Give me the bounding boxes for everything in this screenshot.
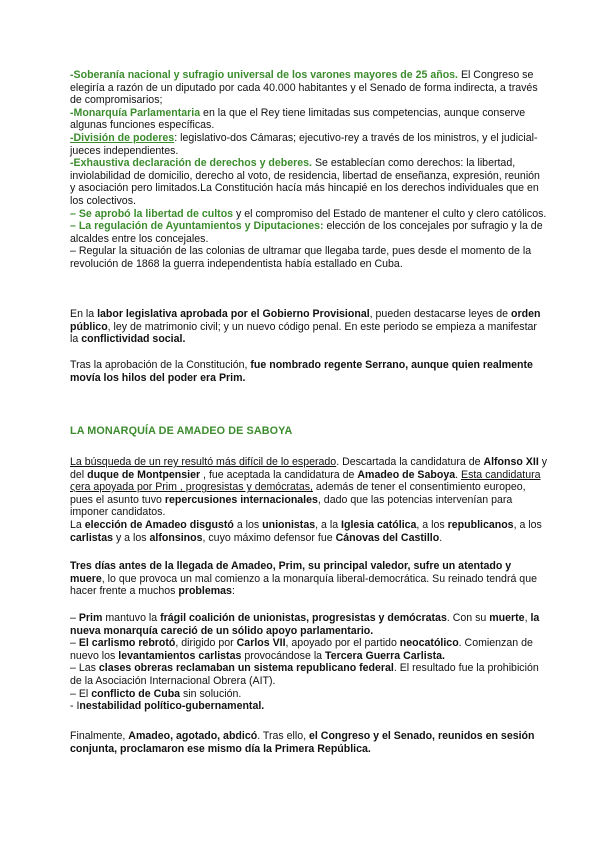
text-run: Tras la aprobación de la Constitución, <box>70 359 251 371</box>
text-run: , pueden destacarse leyes de <box>369 308 512 320</box>
paragraph-tres-dias <box>70 560 548 598</box>
bold-run: Cánovas del Castillo <box>335 531 440 544</box>
bold-run: carlistas <box>70 531 113 544</box>
bold-run: Tercera Guerra Carlista. <box>325 649 445 662</box>
list-item-text: : legislativo-dos Cámaras; ejecutivo-rey a través de los ministros, y el judicial-jueces independientes. <box>70 131 538 157</box>
paragraph-busqueda <box>70 456 548 544</box>
bold-run: Amadeo, agotado, abdicó <box>128 730 258 742</box>
bold-run: frágil coalición de unionistas, progresistas y demócratas <box>160 612 447 624</box>
text-run: , ley de matrimonio civil; y un nuevo código penal. En este periodo se empieza a manifestar la <box>70 320 537 346</box>
bold-run: Alfonso XII <box>483 456 539 468</box>
text-run: . <box>455 468 461 481</box>
list-item <box>70 220 548 245</box>
bold-run: Prim <box>78 612 103 624</box>
list-item-highlight: – La regulación de Ayuntamientos y Diputaciones: <box>70 220 324 233</box>
text-run: : <box>231 585 235 598</box>
list-item <box>70 107 548 132</box>
list-item-highlight: -Monarquía Parlamentaria <box>70 106 201 119</box>
list-item <box>70 132 548 157</box>
text-run: – <box>70 637 79 650</box>
text-run: – <box>70 612 79 624</box>
underlined-run: La búsqueda de un rey resultó más difícil de lo esperado <box>70 456 337 468</box>
text-run: . Con su <box>446 612 490 624</box>
list-item-highlight: -Exhaustiva declaración de derechos y deberes. <box>70 157 312 170</box>
bold-run: repercusiones internacionales <box>164 493 318 506</box>
list-item <box>70 208 548 221</box>
list-item <box>70 688 548 701</box>
bold-run: republicanos <box>447 518 514 531</box>
bold-run: labor legislativa aprobada por el Gobierno Provisional <box>97 308 370 320</box>
list-item <box>70 245 548 270</box>
list-item <box>70 637 548 662</box>
underlined-run: Esta candidatura ςera apoyada por Prim , progresistas y demócratas, <box>70 468 541 494</box>
list-item <box>70 700 548 713</box>
bold-run: El carlismo rebrotó <box>78 637 176 650</box>
text-run: . Comienzan de nuevo los <box>70 637 533 662</box>
text-run: – El <box>70 687 92 700</box>
bold-run: duque de Montpensier <box>87 468 201 481</box>
list-item-text: – Regular la situación de las colonias de ultramar que llegaba tarde, pues desde el momento de la revolución de 1868 la guerra independentista había estallado en Cuba. <box>70 245 532 270</box>
text-run: , a los <box>513 518 542 531</box>
bold-run: unionistas <box>262 518 316 531</box>
section-heading: LA MONARQUÍA DE AMADEO DE SABOYA <box>70 425 293 437</box>
problems-list <box>70 612 548 713</box>
bold-run: conflictividad social. <box>81 333 186 346</box>
list-item-text: elección de los concejales por sufragio y la de alcaldes entre los concejales. <box>70 220 543 245</box>
bold-run: clases obreras reclamaban un sistema republicano federal <box>98 662 394 675</box>
bold-run: Carlos VII <box>236 637 286 650</box>
list-item <box>70 662 548 687</box>
text-run: , dado que las potencias intervenían para imponer candidatos. <box>70 493 513 519</box>
list-item-text: en la que el Rey tiene limitadas sus competencias, aunque conserve algunas funciones específicas. <box>70 106 526 132</box>
text-run: - I <box>70 700 80 713</box>
list-item-highlight: – Se aprobó la libertad de cultos <box>70 207 234 220</box>
text-run: . <box>439 531 443 544</box>
bold-run: elección de Amadeo disgustó <box>84 518 234 531</box>
bold-run: levantamientos carlistas <box>118 649 242 662</box>
text-run: y del <box>70 456 548 481</box>
bold-run: alfonsinos <box>149 531 203 544</box>
text-run: La <box>70 518 85 531</box>
bold-run: orden público <box>70 308 541 333</box>
bold-run: conflicto de Cuba <box>91 687 181 700</box>
list-item-highlight: -Soberanía nacional y sufragio universal de los varones mayores de 25 años. <box>70 69 458 81</box>
text-run: – Las <box>70 662 99 675</box>
text-run: Finalmente, <box>70 730 129 742</box>
constitution-list <box>70 69 548 271</box>
text-run: , dirigido por <box>175 637 237 650</box>
text-run: . El resultado fue la prohibición de la Asociación Internacional Obrera (AIT). <box>70 662 539 687</box>
paragraph-final <box>70 730 548 755</box>
text-run: En la <box>70 308 98 320</box>
bold-run: la nueva monarquía careció de un sólido apoyo parlamentario. <box>70 612 540 637</box>
list-item-text: y el compromiso del Estado de mantener el culto y clero católicos. <box>233 207 547 220</box>
paragraph-regente <box>70 359 548 384</box>
list-item-text: Se establecían como derechos: la libertad, inviolabilidad de domicilio, derecho al voto, de residencia, libertad de enseñanza, expresión, reunión y asociación pero limitados.La Constitución hacía más hincapié en los derechos individuales que en los colectivos. <box>70 157 540 207</box>
bold-run: Iglesia católica <box>341 518 417 531</box>
bold-run: el Congreso y el Senado, reunidos en sesión conjunta, proclamaron ese mismo día la Primera República. <box>70 730 535 755</box>
bold-run: problemas <box>178 585 232 598</box>
bold-run: nestabilidad político-gubernamental. <box>79 700 265 713</box>
text-run: a los <box>233 518 263 531</box>
text-run: , apoyado por el partido <box>285 637 400 650</box>
paragraph-labor <box>70 308 548 346</box>
bold-run: fue nombrado regente Serrano, aunque quien realmente movía los hilos del poder era Prim. <box>70 359 533 384</box>
text-run: , fue aceptada la candidatura de <box>200 468 358 481</box>
bold-run: Amadeo de Saboya <box>357 468 456 481</box>
text-run: y a los <box>113 531 150 544</box>
text-run: , <box>524 612 531 624</box>
bold-run: Tres días antes de la llegada de Amadeo, Prim, su principal valedor, sufre un atentado y muere <box>70 560 512 585</box>
text-run: , a los <box>416 518 448 531</box>
text-run: sin solución. <box>180 687 242 700</box>
list-item <box>70 157 548 207</box>
list-item-highlight: -División de poderes <box>70 131 175 144</box>
text-run: , cuyo máximo defensor fue <box>202 531 336 544</box>
text-run: . Descartada la candidatura de <box>336 456 484 468</box>
text-run: además de tener el consentimiento europeo, pues el asunto tuvo <box>70 481 526 506</box>
text-run: , a la <box>315 518 342 531</box>
text-run: . Tras ello, <box>257 730 310 742</box>
list-item <box>70 69 548 107</box>
list-item-text: El Congreso se elegiría a razón de un diputado por cada 40.000 habitantes y el Senado de forma indirecta, a través de compromisarios; <box>70 69 538 107</box>
text-run: provocándose la <box>241 649 326 662</box>
bold-run: muerte <box>489 612 525 624</box>
text-run: , lo que provoca un mal comienzo a la monarquía liberal-democrática. Su reinado tendrá que hacer frente a muchos <box>70 572 537 598</box>
text-run: mantuvo la <box>102 612 161 624</box>
list-item <box>70 612 548 637</box>
bold-run: neocatólico <box>399 637 459 650</box>
